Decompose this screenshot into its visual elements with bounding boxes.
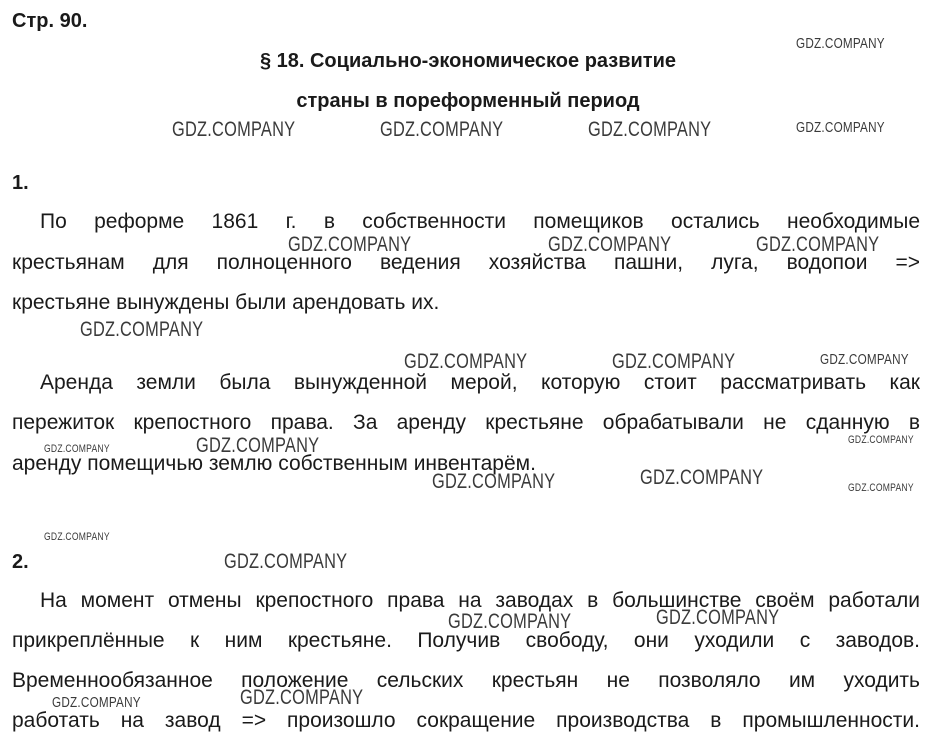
answer-2-line: прикреплённые к ним крестьяне. Получив свободу, они уходили с заводов.: [12, 629, 920, 652]
watermark: GDZ.COMPANY: [756, 233, 880, 256]
answer-1-line: пережиток крепостного права. За аренду крестьяне обрабатывали не сданную в: [12, 411, 920, 434]
watermark: GDZ.COMPANY: [80, 318, 204, 341]
watermark: GDZ.COMPANY: [848, 482, 914, 494]
section-title-line1: § 18. Социально-экономическое развитие: [259, 50, 677, 72]
watermark: GDZ.COMPANY: [240, 686, 364, 709]
section-title-line2: страны в пореформенный период: [296, 90, 640, 112]
answer-1-line: аренду помещичью землю собственным инвентарём.: [12, 452, 536, 475]
watermark: GDZ.COMPANY: [404, 350, 528, 373]
answer-1-line: крестьяне вынуждены были арендовать их.: [12, 291, 440, 314]
answer-1-line: Аренда земли была вынужденной мерой, которую стоит рассматривать как: [40, 371, 920, 394]
watermark: GDZ.COMPANY: [44, 443, 110, 455]
answer-1-line: По реформе 1861 г. в собственности помещиков остались необходимые: [40, 210, 920, 233]
watermark: GDZ.COMPANY: [196, 434, 320, 457]
watermark: GDZ.COMPANY: [44, 531, 110, 543]
watermark: GDZ.COMPANY: [796, 119, 885, 136]
watermark: GDZ.COMPANY: [820, 351, 909, 368]
answer-2-line: работать на завод => произошло сокращение производства в промышленности.: [12, 709, 920, 732]
question-1-number: 1.: [12, 172, 29, 194]
watermark: GDZ.COMPANY: [656, 606, 780, 629]
watermark: GDZ.COMPANY: [796, 35, 885, 52]
answer-2-line: На момент отмены крепостного права на заводах в большинстве своём работали: [40, 589, 920, 612]
question-2-number: 2.: [12, 551, 29, 573]
answer-1-line: крестьянам для полноценного ведения хозяйства пашни, луга, водопои =>: [12, 251, 920, 274]
watermark: GDZ.COMPANY: [612, 350, 736, 373]
watermark: GDZ.COMPANY: [432, 470, 556, 493]
watermark: GDZ.COMPANY: [548, 233, 672, 256]
watermark: GDZ.COMPANY: [288, 233, 412, 256]
watermark: GDZ.COMPANY: [380, 118, 504, 141]
watermark: GDZ.COMPANY: [588, 118, 712, 141]
watermark: GDZ.COMPANY: [640, 466, 764, 489]
page-number: Стр. 90.: [12, 10, 88, 32]
watermark: GDZ.COMPANY: [172, 118, 296, 141]
watermark: GDZ.COMPANY: [52, 694, 141, 711]
answer-2-line: Временнообязанное положение сельских крестьян не позволяло им уходить: [12, 669, 920, 692]
watermark: GDZ.COMPANY: [224, 550, 348, 573]
watermark: GDZ.COMPANY: [448, 610, 572, 633]
watermark: GDZ.COMPANY: [848, 434, 914, 446]
